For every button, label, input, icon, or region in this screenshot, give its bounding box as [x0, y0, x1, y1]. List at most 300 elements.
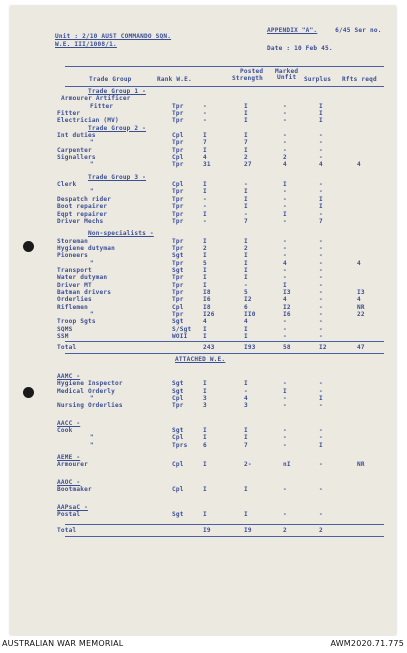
cell-label: Fitter	[57, 110, 81, 118]
col-surplus: Surplus	[304, 76, 332, 83]
cell-label: Transport	[57, 266, 92, 274]
cell-ps: 7	[244, 217, 248, 225]
cell-label: Troop Sgts	[57, 318, 96, 326]
cell-label: Driver MT	[57, 281, 92, 289]
cell-we: 6	[203, 441, 207, 449]
col-rank-we: Rank W.E.	[157, 76, 192, 83]
cell-rank: Tpr	[172, 139, 184, 147]
cell-mu: -	[283, 380, 287, 388]
table-row	[10, 356, 396, 363]
cell-we: I	[203, 266, 207, 274]
cell-ps: I	[244, 188, 248, 196]
cell-mu: -	[283, 110, 287, 118]
cell-we: I	[203, 333, 207, 340]
cell-rft: 4	[357, 296, 361, 304]
horizontal-rule	[65, 353, 384, 354]
cell-rank: Cpl	[172, 181, 184, 189]
cell-we: 3	[203, 402, 207, 410]
cell-mu: I6	[283, 310, 291, 318]
cell-label: ATTACHED W.E.	[175, 355, 226, 363]
cell-we: I	[203, 210, 207, 218]
cell-we: I	[203, 380, 207, 388]
cell-mu: -	[283, 102, 287, 110]
cell-rank: Tpr	[172, 195, 184, 203]
cell-mu: I3	[283, 288, 291, 296]
col-rfts: Rfts reqd	[342, 76, 377, 83]
table-row	[10, 504, 396, 511]
col-unfit: Unfit	[277, 74, 297, 81]
table-row	[10, 139, 396, 146]
cell-ps: 27	[244, 161, 252, 169]
appendix-ref	[267, 27, 407, 35]
table-row	[10, 282, 396, 289]
cell-rank: Tpr	[172, 217, 184, 225]
cell-ps: 4	[244, 318, 248, 326]
cell-we: I8	[203, 303, 211, 311]
table-row	[10, 230, 396, 237]
cell-sur: -	[319, 427, 323, 435]
cell-rank: Tpr	[172, 274, 184, 282]
table-row	[10, 402, 396, 409]
cell-label: Cook	[57, 427, 73, 435]
cell-mu: -	[283, 195, 287, 203]
table-row	[10, 161, 396, 168]
archive-footer	[0, 636, 407, 653]
table-row	[10, 267, 396, 274]
table-row	[10, 311, 396, 318]
cell-we: I26	[203, 310, 215, 318]
cell-label: Driver Mechs	[57, 217, 104, 225]
cell-label: SQMS	[57, 325, 73, 333]
table-row	[10, 181, 396, 188]
cell-rank: Sgt	[172, 387, 184, 395]
cell-sur: I	[319, 195, 323, 203]
cell-rank: Tpr	[172, 210, 184, 218]
cell-ps: I	[244, 380, 248, 388]
cell-mu: 58	[283, 344, 291, 352]
table-rule	[10, 535, 396, 539]
table-row	[10, 125, 396, 132]
cell-sur: -	[319, 434, 323, 442]
cell-ps: 5	[244, 288, 248, 296]
cell-label: AAOC -	[57, 478, 81, 486]
cell-mu: I2	[283, 303, 291, 311]
cell-label: Boot repairer	[57, 203, 108, 211]
cell-we: I	[203, 427, 207, 435]
cell-label: Electrician (MV)	[57, 117, 119, 125]
cell-ps: I93	[244, 344, 256, 352]
cell-rank: Cpl	[172, 154, 184, 162]
cell-sur: -	[319, 461, 323, 469]
cell-rank: Tpr	[172, 402, 184, 410]
cell-label: Armourer	[57, 461, 88, 469]
cell-mu: I	[283, 387, 287, 395]
cell-rank: Tpr	[172, 281, 184, 289]
cell-we: I	[203, 188, 207, 196]
cell-rank: Sgt	[172, 318, 184, 326]
cell-rank: Tpr	[172, 296, 184, 304]
cell-mu: -	[283, 441, 287, 449]
table-header-rule	[65, 86, 384, 87]
cell-mu: -	[283, 510, 287, 518]
cell-ps: 4	[244, 395, 248, 403]
cell-rank: Sgt	[172, 266, 184, 274]
cell-rank: Tpr	[172, 244, 184, 252]
cell-ps: I	[244, 146, 248, 154]
cell-rank: Sgt	[172, 252, 184, 260]
cell-label: Medical Orderly	[57, 387, 116, 395]
table-row	[10, 95, 396, 102]
cell-label: Storeman	[57, 237, 88, 245]
cell-rank: Tpr	[172, 188, 184, 196]
cell-rank: S/Sgt	[172, 325, 192, 333]
cell-label: Trade Group 1 -	[88, 88, 147, 95]
cell-rank: Tpr	[172, 117, 184, 125]
cell-we: I6	[203, 296, 211, 304]
cell-sur: -	[319, 188, 323, 196]
total-row	[10, 527, 396, 534]
cell-ps: I	[244, 117, 248, 125]
table-row	[10, 154, 396, 161]
cell-mu: I	[283, 181, 287, 189]
cell-we: 4	[203, 154, 207, 162]
cell-label: Total	[57, 344, 77, 352]
cell-mu: 2	[283, 527, 287, 535]
cell-ps: I	[244, 237, 248, 245]
cell-sur: I	[319, 117, 323, 125]
cell-label: Trade Group 2 -	[88, 124, 147, 132]
table-row	[10, 274, 396, 281]
cell-label: Batman drivers	[57, 288, 112, 296]
cell-mu: -	[283, 325, 287, 333]
cell-rank: Tpr	[172, 102, 184, 110]
cell-ps: I	[244, 510, 248, 518]
cell-sur: -	[319, 325, 323, 333]
serial-ref: 6/45 Ser no.	[335, 27, 382, 34]
cell-mu: -	[283, 434, 287, 442]
cell-label: "	[90, 310, 94, 318]
cell-label: "	[90, 139, 94, 147]
cell-sur: -	[319, 274, 323, 282]
cell-label: Trade Group 3 -	[88, 173, 147, 181]
table-row	[10, 326, 396, 333]
cell-mu: 2	[283, 154, 287, 162]
table-row	[10, 296, 396, 303]
cell-ps: I	[244, 102, 248, 110]
cell-we: -	[203, 203, 207, 211]
table-header	[10, 68, 396, 88]
cell-sur: -	[319, 132, 323, 140]
cell-sur: -	[319, 333, 323, 340]
cell-ps: 2	[244, 244, 248, 252]
table-top-rule	[65, 66, 384, 67]
cell-label: Total	[57, 527, 77, 535]
cell-sur: I	[319, 441, 323, 449]
table-row	[10, 454, 396, 461]
cell-ps: -	[244, 281, 248, 289]
cell-sur: 2	[319, 527, 323, 535]
cell-rank: WOII	[172, 333, 188, 340]
cell-label: Hygiene Inspector	[57, 380, 123, 388]
cell-rank: Cpl	[172, 395, 184, 403]
table-row	[10, 420, 396, 427]
cell-label: Water dutyman	[57, 274, 108, 282]
cell-sur: -	[319, 259, 323, 267]
cell-label: Int duties	[57, 132, 96, 140]
cell-ps: I2	[244, 296, 252, 304]
table-row	[10, 260, 396, 267]
cell-rft: 22	[357, 310, 365, 318]
cell-label: AAPsaC -	[57, 503, 88, 511]
table-row	[10, 218, 396, 225]
table-row	[10, 333, 396, 340]
table-row	[10, 174, 396, 181]
cell-sur: I	[319, 203, 323, 211]
cell-label: Despatch rider	[57, 195, 112, 203]
cell-we: I	[203, 510, 207, 518]
table-row	[10, 511, 396, 518]
cell-we: I	[203, 281, 207, 289]
col-strength: Strength	[232, 75, 263, 82]
cell-we: I	[203, 132, 207, 140]
cell-ps: I	[244, 325, 248, 333]
cell-label: "	[90, 434, 94, 442]
cell-label: Non-specialists -	[88, 230, 154, 238]
cell-rft: 47	[357, 344, 365, 352]
cell-rank: Cpl	[172, 434, 184, 442]
document-header-right	[267, 27, 407, 53]
cell-ps: I	[244, 266, 248, 274]
cell-rank: Tpr	[172, 203, 184, 211]
cell-label: Eqpt repairer	[57, 210, 108, 218]
cell-label: "	[90, 395, 94, 403]
table-row	[10, 203, 396, 210]
cell-label: Orderlies	[57, 296, 92, 304]
cell-we: -	[203, 117, 207, 125]
horizontal-rule	[65, 524, 384, 525]
we-line: W.E. III/1008/1.	[55, 41, 117, 48]
cell-mu: -	[283, 486, 287, 494]
cell-label: "	[90, 161, 94, 169]
cell-sur: -	[319, 486, 323, 494]
cell-mu: -	[283, 217, 287, 225]
cell-we: 5	[203, 259, 207, 267]
cell-mu: -	[283, 188, 287, 196]
cell-rank: Sgt	[172, 510, 184, 518]
col-trade-group: Trade Group	[89, 76, 132, 83]
cell-label: Bootmaker	[57, 486, 92, 494]
cell-we: -	[203, 102, 207, 110]
table-row	[10, 147, 396, 154]
cell-mu: -	[283, 333, 287, 340]
cell-sur: 7	[319, 217, 323, 225]
cell-mu: 4	[283, 259, 287, 267]
cell-sur: -	[319, 296, 323, 304]
cell-rank: Tpr	[172, 310, 184, 318]
cell-ps: 6	[244, 303, 248, 311]
table-body	[10, 88, 396, 539]
cell-mu: -	[283, 117, 287, 125]
cell-rank: Tpr	[172, 161, 184, 169]
cell-rank: Sgt	[172, 380, 184, 388]
cell-sur: -	[319, 237, 323, 245]
cell-mu: -	[283, 274, 287, 282]
cell-label: Armourer Artificer	[61, 95, 131, 103]
cell-ps: 3	[244, 402, 248, 410]
cell-ps: I	[244, 259, 248, 267]
cell-we: I	[203, 461, 207, 469]
cell-sur: -	[319, 387, 323, 395]
cell-mu: 4	[283, 161, 287, 169]
cell-mu: -	[283, 237, 287, 245]
cell-ps: 2-	[244, 461, 252, 469]
table-row	[10, 388, 396, 395]
cell-rank: Sgt	[172, 427, 184, 435]
table-row	[10, 252, 396, 259]
table-row	[10, 427, 396, 434]
table-row	[10, 211, 396, 218]
table-row	[10, 238, 396, 245]
cell-mu: nI	[283, 461, 291, 469]
date-line: Date : 10 Feb 45.	[267, 45, 333, 52]
cell-ps: -	[244, 181, 248, 189]
cell-rank: Tprs	[172, 441, 188, 449]
cell-we: 31	[203, 161, 211, 169]
cell-sur: -	[319, 181, 323, 189]
total-row	[10, 344, 396, 351]
col-posted: Posted	[240, 68, 264, 75]
table-row	[10, 103, 396, 110]
cell-ps: I	[244, 427, 248, 435]
cell-rank: Cpl	[172, 303, 184, 311]
cell-rft: I3	[357, 288, 365, 296]
cell-ps: -	[244, 210, 248, 218]
cell-mu: -	[283, 402, 287, 410]
cell-label: Hygiene dutyman	[57, 244, 116, 252]
cell-sur: -	[319, 244, 323, 252]
cell-we: 243	[203, 344, 215, 352]
cell-ps: I	[244, 486, 248, 494]
cell-mu: I	[283, 281, 287, 289]
cell-we: 4	[203, 318, 207, 326]
table-row	[10, 188, 396, 195]
cell-label: Nursing Orderlies	[57, 402, 123, 410]
cell-we: I	[203, 237, 207, 245]
cell-sur: -	[319, 210, 323, 218]
cell-we: 7	[203, 139, 207, 147]
cell-we: -	[203, 110, 207, 118]
cell-mu: -	[283, 395, 287, 403]
cell-sur: -	[319, 281, 323, 289]
cell-label: AEME -	[57, 454, 81, 462]
cell-we: I	[203, 274, 207, 282]
appendix-label: APPENDIX "A".	[267, 27, 318, 34]
cell-we: I	[203, 181, 207, 189]
cell-we: I	[203, 146, 207, 154]
cell-sur: -	[319, 310, 323, 318]
cell-rank: Cpl	[172, 461, 184, 469]
cell-rank: Cpl	[172, 132, 184, 140]
cell-ps: I9	[244, 527, 252, 535]
cell-label: AACC -	[57, 419, 81, 427]
col-marked: Marked	[275, 68, 299, 75]
cell-ps: I	[244, 203, 248, 211]
cell-sur: -	[319, 266, 323, 274]
cell-mu: 4	[283, 296, 287, 304]
cell-ps: 2	[244, 154, 248, 162]
cell-rank: Tpr	[172, 110, 184, 118]
unit-line: Unit : 2/10 AUST COMMANDO SQN.	[55, 33, 172, 40]
cell-sur: I	[319, 395, 323, 403]
cell-rft: NR	[357, 461, 365, 469]
archive-name: AUSTRALIAN WAR MEMORIAL	[2, 639, 124, 648]
cell-sur: -	[319, 510, 323, 518]
cell-we: I	[203, 387, 207, 395]
cell-mu: -	[283, 266, 287, 274]
table-row	[10, 132, 396, 139]
archive-reference: AWM2020.71.775	[330, 639, 404, 648]
cell-we: I8	[203, 288, 211, 296]
document-page	[10, 6, 396, 635]
cell-ps: -	[244, 387, 248, 395]
cell-label: Postal	[57, 510, 81, 518]
cell-ps: I	[244, 195, 248, 203]
table-row	[10, 380, 396, 387]
cell-sur: 4	[319, 161, 323, 169]
cell-label: "	[90, 441, 94, 449]
cell-mu: -	[283, 139, 287, 147]
cell-label: Fitter	[90, 102, 114, 110]
cell-label: "	[90, 188, 94, 196]
cell-mu: -	[283, 427, 287, 435]
horizontal-rule	[65, 536, 384, 537]
cell-ps: II0	[244, 310, 256, 318]
cell-ps: I	[244, 434, 248, 442]
table-row	[10, 479, 396, 486]
cell-sur: -	[319, 402, 323, 410]
cell-rank: Cpl	[172, 486, 184, 494]
cell-ps: I	[244, 333, 248, 340]
cell-we: I9	[203, 527, 211, 535]
cell-ps: I	[244, 274, 248, 282]
cell-mu: -	[283, 132, 287, 140]
cell-ps: I	[244, 132, 248, 140]
cell-label: "	[90, 259, 94, 267]
cell-we: I	[203, 252, 207, 260]
cell-label: Carpenter	[57, 146, 92, 154]
cell-mu: -	[283, 146, 287, 154]
cell-we: I	[203, 325, 207, 333]
table-row	[10, 461, 396, 468]
table-row	[10, 117, 396, 124]
cell-sur: I	[319, 110, 323, 118]
cell-rft: 4	[357, 161, 361, 169]
cell-rft: NR	[357, 303, 365, 311]
cell-mu: -	[283, 252, 287, 260]
cell-sur: -	[319, 380, 323, 388]
cell-mu: I	[283, 210, 287, 218]
cell-label: Riflemen	[57, 303, 88, 311]
cell-sur: -	[319, 318, 323, 326]
document-header-left	[55, 33, 255, 49]
cell-rank: Tpr	[172, 146, 184, 154]
cell-mu: -	[283, 203, 287, 211]
cell-label: Clerk	[57, 181, 77, 189]
cell-rank: Tpr	[172, 259, 184, 267]
cell-we: 3	[203, 395, 207, 403]
cell-rft: 4	[357, 259, 361, 267]
table-row	[10, 442, 396, 449]
